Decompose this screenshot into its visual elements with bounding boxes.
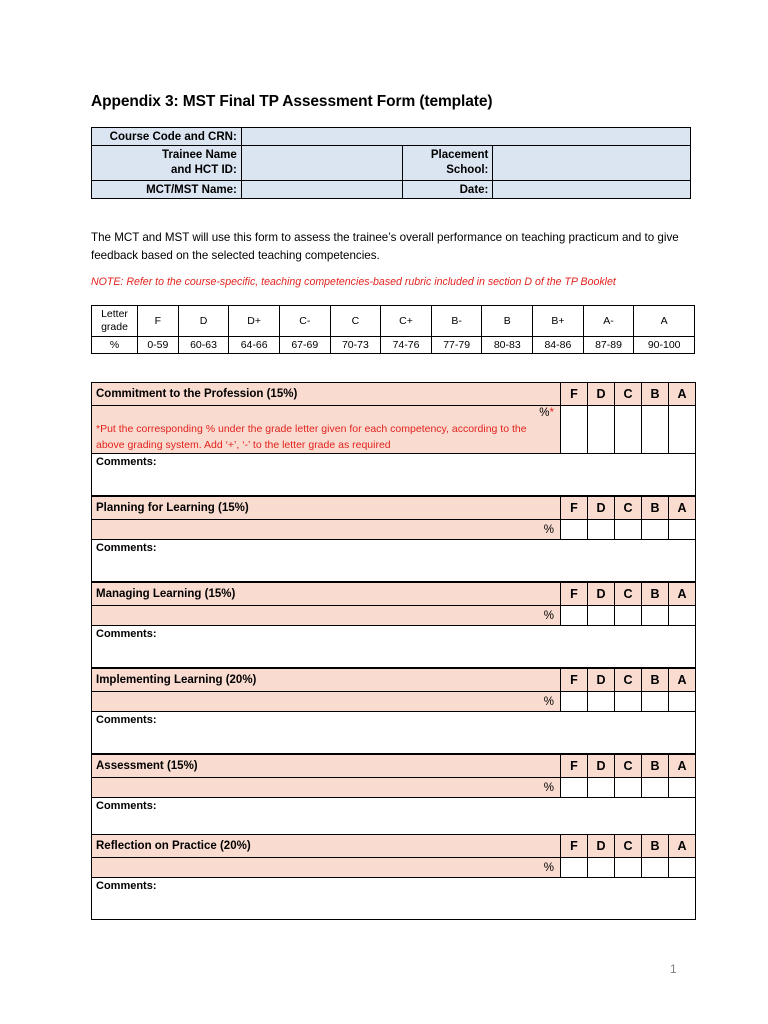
trainee-info-table [91,127,691,199]
grade-percent-input[interactable] [669,520,696,540]
grade-column-header: F [561,383,588,406]
percent-label: % [92,692,561,712]
percent-instruction-cell [92,406,561,454]
grade-column-header: D [588,669,615,692]
grade-percent-input[interactable] [615,606,642,626]
competency-title: Implementing Learning (20%) [92,669,561,692]
scale-range-cell: 64-66 [229,337,280,354]
date-label: Date: [403,181,493,199]
competency-title: Planning for Learning (15%) [92,497,561,520]
grade-column-header: C [615,755,642,778]
trainee-name-label: Trainee Name and HCT ID: [92,146,242,181]
grade-percent-input[interactable] [561,858,588,878]
grade-percent-input[interactable] [561,406,588,454]
scale-range-cell: 80-83 [482,337,533,354]
letter-grade-header: Letter grade [92,306,138,337]
grade-percent-input[interactable] [561,778,588,798]
date-field[interactable] [493,181,691,199]
scale-letter-cell: A [634,306,695,337]
grade-percent-input[interactable] [588,858,615,878]
grade-column-header: A [669,755,696,778]
grade-column-header: D [588,383,615,406]
grade-percent-input[interactable] [669,606,696,626]
scale-letter-cell: C- [279,306,330,337]
intro-paragraph: The MCT and MST will use this form to assess the trainee’s overall performance on teaching practicum and to give feedback based on the selected teaching competencies. [91,231,679,262]
grade-column-header: A [669,497,696,520]
grade-column-header: C [615,497,642,520]
grade-percent-input[interactable] [642,858,669,878]
percent-label: % [539,407,550,419]
grade-percent-input[interactable] [561,692,588,712]
grade-percent-input[interactable] [588,606,615,626]
competency-table [91,382,696,496]
mct-mst-name-field[interactable] [241,181,403,199]
grade-column-header: F [561,583,588,606]
comments-field[interactable] [92,626,696,668]
comments-label: Comments: [96,714,157,726]
grade-column-header: C [615,583,642,606]
comments-label: Comments: [96,880,157,892]
course-code-label: Course Code and CRN: [92,128,242,146]
grade-column-header: A [669,583,696,606]
grade-column-header: F [561,835,588,858]
scale-range-cell: 67-69 [279,337,330,354]
page-number: 1 [670,962,677,976]
grade-column-header: D [588,583,615,606]
grade-column-header: D [588,755,615,778]
scale-range-cell: 77-79 [431,337,482,354]
scale-letter-cell: B+ [533,306,584,337]
competency-table [91,496,696,582]
scale-letter-cell: C+ [381,306,432,337]
grade-column-header: B [642,383,669,406]
scale-letter-cell: B [482,306,533,337]
competency-title: Commitment to the Profession (15%) [92,383,561,406]
scale-range-cell: 0-59 [138,337,179,354]
placement-school-label: Placement School: [403,146,493,181]
grade-column-header: F [561,755,588,778]
scale-letter-cell: F [138,306,179,337]
grade-percent-input[interactable] [669,406,696,454]
percent-label: % [92,858,561,878]
grade-column-header: B [642,669,669,692]
page-title: Appendix 3: MST Final TP Assessment Form (template) [91,93,493,110]
grade-percent-input[interactable] [642,606,669,626]
scale-range-cell: 90-100 [634,337,695,354]
competency-table [91,582,696,668]
grade-percent-input[interactable] [642,778,669,798]
grade-percent-input[interactable] [561,606,588,626]
scale-letter-cell: B- [431,306,482,337]
percent-label: % [92,606,561,626]
grade-column-header: C [615,835,642,858]
percent-label: % [92,778,561,798]
grade-percent-input[interactable] [642,520,669,540]
grade-column-header: D [588,497,615,520]
grade-percent-input[interactable] [588,692,615,712]
rubric-note: NOTE: Refer to the course-specific, teaching competencies-based rubric included in section D of the TP Booklet [91,276,616,288]
grade-percent-input[interactable] [669,692,696,712]
grade-column-header: C [615,669,642,692]
mct-mst-name-label: MCT/MST Name: [92,181,242,199]
scale-range-cell: 74-76 [381,337,432,354]
scale-letter-cell: A- [583,306,634,337]
grade-column-header: D [588,835,615,858]
grade-column-header: A [669,669,696,692]
grade-column-header: B [642,755,669,778]
scale-letter-cell: D+ [229,306,280,337]
placement-school-field[interactable] [493,146,691,181]
comments-field[interactable] [92,878,696,920]
grading-instruction: *Put the corresponding % under the grade letter given for each competency, according to the above grading system. Add ‘+’, ‘-’ to the letter grade as required [96,423,527,451]
grade-column-header: A [669,383,696,406]
scale-range-cell: 70-73 [330,337,381,354]
grade-percent-input[interactable] [669,778,696,798]
comments-label: Comments: [96,628,157,640]
grade-column-header: C [615,383,642,406]
grade-percent-input[interactable] [588,406,615,454]
comments-label: Comments: [96,542,157,554]
comments-field[interactable] [92,712,696,754]
competency-table [91,668,696,754]
trainee-name-field[interactable] [241,146,403,181]
grade-percent-input[interactable] [615,858,642,878]
competency-table [91,834,696,920]
grade-percent-input[interactable] [615,778,642,798]
grade-column-header: B [642,583,669,606]
competency-title: Managing Learning (15%) [92,583,561,606]
grade-percent-input[interactable] [615,692,642,712]
required-star: * [549,407,554,419]
grade-percent-input[interactable] [615,520,642,540]
competency-table [91,754,696,840]
grade-percent-input[interactable] [642,406,669,454]
scale-range-cell: 84-86 [533,337,584,354]
course-code-field[interactable] [241,128,690,146]
grade-percent-input[interactable] [561,520,588,540]
grade-column-header: B [642,497,669,520]
comments-label: Comments: [96,800,157,812]
scale-range-cell: 60-63 [178,337,229,354]
comments-label: Comments: [96,456,157,468]
grade-percent-input[interactable] [669,858,696,878]
grade-column-header: F [561,497,588,520]
comments-field[interactable] [92,540,696,582]
grade-percent-input[interactable] [615,406,642,454]
grade-column-header: F [561,669,588,692]
comments-field[interactable] [92,454,696,496]
scale-letter-cell: D [178,306,229,337]
percent-label: % [92,520,561,540]
scale-range-cell: 87-89 [583,337,634,354]
percent-header: % [92,337,138,354]
scale-letter-cell: C [330,306,381,337]
grade-column-header: A [669,835,696,858]
grade-percent-input[interactable] [588,778,615,798]
grade-percent-input[interactable] [642,692,669,712]
grade-percent-input[interactable] [588,520,615,540]
grading-scale-table [91,305,695,354]
grade-column-header: B [642,835,669,858]
competency-title: Assessment (15%) [92,755,561,778]
competency-title: Reflection on Practice (20%) [92,835,561,858]
